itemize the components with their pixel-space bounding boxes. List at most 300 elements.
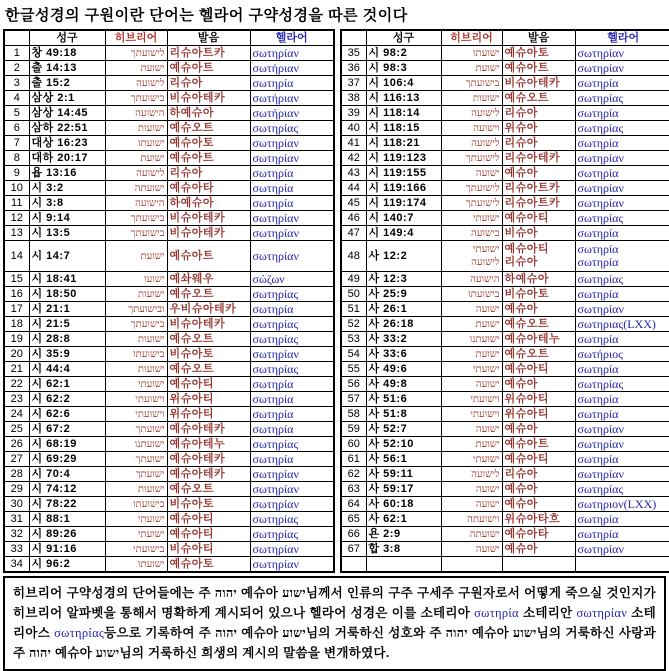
verse-cell: 시 3:2 xyxy=(29,181,105,196)
row-number-cell: 55 xyxy=(341,362,366,377)
table-row xyxy=(4,181,334,196)
pronunciation-cell: 하예슈아 xyxy=(167,106,250,121)
row-number-cell: 9 xyxy=(4,166,29,181)
hebrew-cell: ישועה xyxy=(441,542,502,557)
table-row xyxy=(4,482,334,497)
table-row xyxy=(4,347,334,362)
pronunciation-cell: 예슈아트 xyxy=(167,61,250,76)
verse-cell: 시 3:8 xyxy=(29,196,105,211)
hebrew-cell: ישועה xyxy=(441,166,502,181)
table-row xyxy=(341,347,669,362)
row-number-cell: 24 xyxy=(4,407,29,422)
hebrew-cell: בישועתו xyxy=(105,347,167,362)
verse-cell: 시 21:1 xyxy=(29,302,105,317)
hebrew-cell: בישועתך xyxy=(105,211,167,226)
greek-cell: σωτηρίαν xyxy=(250,467,334,482)
table-row xyxy=(4,512,334,527)
pronunciation-cell: 예슈오트 xyxy=(167,121,250,136)
salvation-table-left xyxy=(3,29,335,573)
pronunciation-cell: 예슈아트 xyxy=(502,61,575,76)
verse-cell: 시 14:7 xyxy=(29,241,105,272)
greek-cell xyxy=(575,557,669,573)
greek-cell: σωτηρία xyxy=(575,512,669,527)
hebrew-cell: ישועתו xyxy=(441,46,502,61)
hebrew-cell: ישועה xyxy=(441,497,502,512)
table-row xyxy=(341,557,669,573)
pronunciation-cell: 예슈아타 xyxy=(167,181,250,196)
greek-cell: σωτηρίας xyxy=(250,437,334,452)
verse-cell: 시 74:12 xyxy=(29,482,105,497)
pronunciation-cell: 예슈아테카 xyxy=(167,452,250,467)
row-number-cell: 26 xyxy=(4,437,29,452)
verse-cell: 시 118:15 xyxy=(366,121,441,136)
greek-cell: σωτηρία xyxy=(575,392,669,407)
korean-text: 님의 거룩하신 성호와 주 xyxy=(306,626,446,640)
row-number-cell: 14 xyxy=(4,241,29,272)
greek-cell: σωτηρία xyxy=(575,106,669,121)
greek-word: σωτηρία xyxy=(474,606,519,620)
salvation-table-right xyxy=(340,29,669,573)
verse-cell: 삼상 14:45 xyxy=(29,106,105,121)
row-number-cell: 33 xyxy=(4,542,29,557)
row-number-cell: 18 xyxy=(4,317,29,332)
table-row xyxy=(341,136,669,151)
greek-cell: σωτηρίαν xyxy=(250,46,334,61)
korean-text: 예슈아 xyxy=(467,626,513,640)
table-row xyxy=(341,91,669,106)
verse-cell: 삼하 22:51 xyxy=(29,121,105,136)
pronunciation-cell: 예슈아테카 xyxy=(167,467,250,482)
greek-word: σωτηρίας xyxy=(54,626,105,640)
table-row xyxy=(4,287,334,302)
hebrew-cell: וישועה xyxy=(441,121,502,136)
verse-cell: 시 119:123 xyxy=(366,151,441,166)
korean-text: 등으로 기록하여 주 xyxy=(104,626,216,640)
verse-cell: 사 51:8 xyxy=(366,407,441,422)
verse-cell: 시 9:14 xyxy=(29,211,105,226)
table-row xyxy=(4,542,334,557)
pronunciation-cell: 예슈아테카 xyxy=(167,422,250,437)
greek-cell: σωτηρίας xyxy=(250,287,334,302)
verse-cell: 시 28:8 xyxy=(29,332,105,347)
pronunciation-cell: 비슈아토 xyxy=(167,347,250,362)
hebrew-cell: ישועתי לישועה xyxy=(441,241,502,272)
greek-cell: σωτηρία xyxy=(575,527,669,542)
pronunciation-cell: 위슈아티 xyxy=(502,392,575,407)
table-row xyxy=(341,407,669,422)
greek-cell: σωτηρίαν xyxy=(575,181,669,196)
row-number-cell: 4 xyxy=(4,91,29,106)
row-number-cell: 64 xyxy=(341,497,366,512)
pronunciation-cell: 위슈아타흐 xyxy=(502,512,575,527)
row-number-cell: 59 xyxy=(341,422,366,437)
table-row xyxy=(341,542,669,557)
row-number-cell: 30 xyxy=(4,497,29,512)
row-number-cell: 44 xyxy=(341,181,366,196)
verse-cell: 시 70:4 xyxy=(29,467,105,482)
greek-cell: σωτηρία xyxy=(575,136,669,151)
hebrew-cell: וישועתי xyxy=(441,392,502,407)
korean-text: 예슈아 xyxy=(51,646,96,660)
hebrew-cell: בישועתך xyxy=(105,317,167,332)
table-row xyxy=(4,467,334,482)
table-row xyxy=(4,106,334,121)
row-number-cell: 28 xyxy=(4,467,29,482)
hebrew-cell: ישועתו xyxy=(105,136,167,151)
verse-cell: 시 62:6 xyxy=(29,407,105,422)
hebrew-cell: ובישועתך xyxy=(105,302,167,317)
hebrew-cell: ישועת xyxy=(105,61,167,76)
row-number-cell: 54 xyxy=(341,347,366,362)
korean-text: 님의 거룩하신 희생의 계시의 말씀을 변개하였다. xyxy=(119,646,390,660)
greek-cell: σωτηρίαν xyxy=(250,557,334,573)
pronunciation-cell: 예슈오트 xyxy=(502,347,575,362)
greek-cell: σωτηρία xyxy=(250,181,334,196)
pronunciation-cell: 예슈아 xyxy=(502,422,575,437)
row-number-cell: 41 xyxy=(341,136,366,151)
verse-cell: 시 118:14 xyxy=(366,106,441,121)
greek-cell: σωτηρία xyxy=(250,452,334,467)
col-header-verse: 성구 xyxy=(29,30,105,46)
verse-cell: 시 69:29 xyxy=(29,452,105,467)
greek-cell: σωτηρίαν xyxy=(575,61,669,76)
greek-cell: σωτηρίας xyxy=(250,527,334,542)
hebrew-cell: בישועתו xyxy=(441,287,502,302)
table-row xyxy=(341,437,669,452)
greek-cell: σωτηρία xyxy=(575,407,669,422)
row-number-cell: 34 xyxy=(4,557,29,573)
verse-cell: 시 116:13 xyxy=(366,91,441,106)
table-row xyxy=(4,151,334,166)
table-row xyxy=(341,422,669,437)
hebrew-cell: ישועתי xyxy=(105,377,167,392)
hebrew-cell: ישועו xyxy=(105,272,167,287)
pronunciation-cell: 예슈아 xyxy=(502,542,575,557)
hebrew-cell: ישועתו xyxy=(105,557,167,573)
table-row xyxy=(341,392,669,407)
greek-cell: σωτηρίας xyxy=(575,211,669,226)
pronunciation-cell: 비슈아테카 xyxy=(167,317,250,332)
col-header-hebrew: 히브리어 xyxy=(105,30,167,46)
hebrew-cell: בישועה xyxy=(441,226,502,241)
hebrew-cell: לישועתך xyxy=(441,151,502,166)
verse-cell: 욥 13:16 xyxy=(29,166,105,181)
verse-cell: 욘 2:9 xyxy=(366,527,441,542)
table-row xyxy=(4,166,334,181)
greek-cell: σωτηρίαν xyxy=(250,542,334,557)
pronunciation-cell: 리슈아 xyxy=(167,76,250,91)
verse-cell: 사 51:6 xyxy=(366,392,441,407)
greek-cell: σωτηρίαν xyxy=(250,482,334,497)
greek-cell: σωτηρίαν xyxy=(250,151,334,166)
verse-cell: 사 49:8 xyxy=(366,377,441,392)
header-row xyxy=(4,30,334,46)
korean-text: 님의 거룩하신 사랑과 주 xyxy=(13,626,656,660)
table-row xyxy=(4,422,334,437)
pronunciation-cell: 예슈아토 xyxy=(167,136,250,151)
verse-cell: 삼상 2:1 xyxy=(29,91,105,106)
table-row xyxy=(341,61,669,76)
hebrew-cell: ישועתי xyxy=(441,362,502,377)
row-number-cell: 66 xyxy=(341,527,366,542)
greek-cell: σωτήριαν xyxy=(250,61,334,76)
pronunciation-cell: 리슈아 xyxy=(502,467,575,482)
col-header-hebrew: 히브리어 xyxy=(441,30,502,46)
greek-cell: σωτηρίαν xyxy=(575,46,669,61)
row-number-cell: 10 xyxy=(4,181,29,196)
pronunciation-cell: 예슈아트 xyxy=(167,241,250,272)
hebrew-cell: ישועתנו xyxy=(441,332,502,347)
verse-cell: 시 35:9 xyxy=(29,347,105,362)
verse-cell: 시 44:4 xyxy=(29,362,105,377)
greek-cell: σωτηριας(LXX) xyxy=(575,317,669,332)
verse-cell: 창 49:18 xyxy=(29,46,105,61)
row-number-cell: 61 xyxy=(341,452,366,467)
table-row xyxy=(4,226,334,241)
pronunciation-cell: 예슈오트 xyxy=(502,317,575,332)
greek-cell: σωτηρία xyxy=(575,76,669,91)
table-row xyxy=(4,497,334,512)
hebrew-cell: לישועה xyxy=(441,136,502,151)
table-row xyxy=(341,377,669,392)
pronunciation-cell: 비슈아토 xyxy=(167,497,250,512)
greek-cell: σωτηρίας xyxy=(575,121,669,136)
hebrew-cell: ישועתי xyxy=(105,527,167,542)
verse-cell: 사 60:18 xyxy=(366,497,441,512)
hebrew-cell: ישועות xyxy=(105,482,167,497)
hebrew-cell: בישועתי xyxy=(105,542,167,557)
verse-cell: 시 149:4 xyxy=(366,226,441,241)
row-number-cell: 49 xyxy=(341,272,366,287)
table-row xyxy=(341,166,669,181)
table-row xyxy=(341,226,669,241)
pronunciation-cell: 비슈아테카 xyxy=(167,211,250,226)
row-number-cell: 13 xyxy=(4,226,29,241)
row-number-cell: 2 xyxy=(4,61,29,76)
korean-text: 예슈아 xyxy=(236,586,283,600)
verse-cell: 사 12:2 xyxy=(366,241,441,272)
korean-text: 님께서 인류의 구주 구세주 구원자로서 어떻게 죽으실 것인지가 히브리어 알파벳을 통해서 명확하게 계시되어 있으나 헬라어 성경은 이를 소테리아 xyxy=(13,586,657,620)
row-number-cell: 5 xyxy=(4,106,29,121)
hebrew-cell: לישועתך xyxy=(441,196,502,211)
row-number-cell: 39 xyxy=(341,106,366,121)
row-number-cell: 20 xyxy=(4,347,29,362)
row-number-cell: 36 xyxy=(341,61,366,76)
pronunciation-cell: 예슈오트 xyxy=(167,287,250,302)
hebrew-cell: ישועה xyxy=(441,302,502,317)
hebrew-cell: ישועה xyxy=(441,482,502,497)
pronunciation-cell: 우비슈아테카 xyxy=(167,302,250,317)
greek-cell: σωτηρία xyxy=(250,407,334,422)
pronunciation-cell: 예슈아티 xyxy=(502,452,575,467)
greek-cell: σωτηρίαν xyxy=(250,211,334,226)
hebrew-cell: ישועתי xyxy=(441,452,502,467)
table-row xyxy=(341,106,669,121)
row-number-cell: 42 xyxy=(341,151,366,166)
table-row xyxy=(4,272,334,287)
table-body-left xyxy=(4,46,334,573)
greek-cell: σωτηρίας xyxy=(575,482,669,497)
table-row xyxy=(4,452,334,467)
row-number-cell: 56 xyxy=(341,377,366,392)
pronunciation-cell: 리슈아테카 xyxy=(502,151,575,166)
table-row xyxy=(4,362,334,377)
verse-cell: 시 96:2 xyxy=(29,557,105,573)
verse-cell: 시 119:155 xyxy=(366,166,441,181)
row-number-cell: 45 xyxy=(341,196,366,211)
verse-cell: 사 49:6 xyxy=(366,362,441,377)
pronunciation-cell: 위슈아티 xyxy=(167,392,250,407)
verse-cell: 시 106:4 xyxy=(366,76,441,91)
hebrew-word: יהוה xyxy=(445,626,468,640)
greek-cell: σωτηρία xyxy=(250,377,334,392)
col-header-greek: 헬라어 xyxy=(575,30,669,46)
pronunciation-cell: 리슈아 xyxy=(167,166,250,181)
row-number-cell: 11 xyxy=(4,196,29,211)
hebrew-cell: ישועתך xyxy=(105,422,167,437)
pronunciation-cell: 예슈오트 xyxy=(167,362,250,377)
greek-cell: σωτηρία xyxy=(250,392,334,407)
greek-cell: σωτήριος xyxy=(575,347,669,362)
pronunciation-cell: 비슈아테카 xyxy=(167,91,250,106)
row-number-cell: 6 xyxy=(4,121,29,136)
pronunciation-cell: 비슈아토 xyxy=(502,287,575,302)
greek-cell: σωτηρίαν xyxy=(250,136,334,151)
table-row xyxy=(341,151,669,166)
verse-cell: 사 33:6 xyxy=(366,347,441,362)
table-row xyxy=(4,61,334,76)
greek-cell: σωτηρίας xyxy=(575,91,669,106)
pronunciation-cell: 예슈아티 xyxy=(502,362,575,377)
col-header-num xyxy=(341,30,366,46)
hebrew-cell: וישועתי xyxy=(105,392,167,407)
row-number-cell: 47 xyxy=(341,226,366,241)
pronunciation-cell: 예슈오트 xyxy=(502,91,575,106)
row-number-cell: 31 xyxy=(4,512,29,527)
col-header-pronunciation: 발음 xyxy=(502,30,575,46)
footer-paragraph xyxy=(3,576,666,671)
pronunciation-cell xyxy=(502,557,575,573)
pronunciation-cell: 예슈아 xyxy=(502,166,575,181)
hebrew-cell: ישועתה xyxy=(105,181,167,196)
pronunciation-cell: 리슈아트카 xyxy=(167,46,250,61)
row-number-cell: 40 xyxy=(341,121,366,136)
row-number-cell: 7 xyxy=(4,136,29,151)
hebrew-word: ישוע xyxy=(513,626,537,640)
greek-cell: σωτηρία xyxy=(250,166,334,181)
row-number-cell: 22 xyxy=(4,377,29,392)
pronunciation-cell: 예슈아티 xyxy=(167,377,250,392)
hebrew-cell: הישועה xyxy=(105,196,167,211)
table-row xyxy=(4,527,334,542)
pronunciation-cell: 예슈아토 xyxy=(167,557,250,573)
pronunciation-cell: 예슈아테누 xyxy=(502,332,575,347)
greek-cell: σωτηρία xyxy=(575,452,669,467)
greek-cell: σωτηρίας xyxy=(575,377,669,392)
hebrew-cell: ישועה xyxy=(441,377,502,392)
row-number-cell: 19 xyxy=(4,332,29,347)
table-row xyxy=(4,121,334,136)
hebrew-cell: ישועתי xyxy=(105,512,167,527)
greek-cell: σωτηρίας xyxy=(250,362,334,377)
verse-cell: 시 21:5 xyxy=(29,317,105,332)
table-row xyxy=(341,211,669,226)
row-number-cell: 32 xyxy=(4,527,29,542)
row-number-cell: 63 xyxy=(341,482,366,497)
hebrew-cell: ישועות xyxy=(441,91,502,106)
table-row xyxy=(341,317,669,332)
greek-cell: σωτηρίας xyxy=(250,512,334,527)
verse-cell: 사 12:3 xyxy=(366,272,441,287)
row-number-cell: 43 xyxy=(341,166,366,181)
pronunciation-cell: 예슈아 xyxy=(502,302,575,317)
hebrew-cell: ישועת xyxy=(105,151,167,166)
pronunciation-cell: 예슈아티 xyxy=(502,211,575,226)
row-number-cell: 21 xyxy=(4,362,29,377)
verse-cell: 대하 20:17 xyxy=(29,151,105,166)
table-row xyxy=(341,497,669,512)
pronunciation-cell: 예슈아티 xyxy=(167,527,250,542)
table-row xyxy=(4,196,334,211)
pronunciation-cell: 예슈아 xyxy=(502,497,575,512)
row-number-cell: 67 xyxy=(341,542,366,557)
hebrew-cell: לישועתך xyxy=(105,46,167,61)
hebrew-cell: הישועה xyxy=(441,272,502,287)
verse-cell: 사 59:17 xyxy=(366,482,441,497)
table-row xyxy=(4,211,334,226)
pronunciation-cell: 위슈아티 xyxy=(502,407,575,422)
greek-cell: σωτηρία xyxy=(575,332,669,347)
pronunciation-cell: 비슈아테카 xyxy=(502,76,575,91)
hebrew-cell: ישועתי xyxy=(441,211,502,226)
pronunciation-cell: 비슈아 xyxy=(502,226,575,241)
pronunciation-cell: 예슈아티 xyxy=(167,512,250,527)
greek-cell: σωτηρίαν xyxy=(575,542,669,557)
row-number-cell: 1 xyxy=(4,46,29,61)
row-number-cell: 17 xyxy=(4,302,29,317)
hebrew-word: יהוה xyxy=(215,626,238,640)
row-number-cell: 51 xyxy=(341,302,366,317)
hebrew-cell: ישועות xyxy=(105,121,167,136)
table-row xyxy=(4,91,334,106)
row-number-cell: 62 xyxy=(341,467,366,482)
verse-cell: 사 25:9 xyxy=(366,287,441,302)
verse-cell: 시 118:21 xyxy=(366,136,441,151)
greek-cell: σωτηρία xyxy=(575,226,669,241)
greek-cell: σωτηρία xyxy=(250,302,334,317)
hebrew-word: ישוע xyxy=(282,626,307,640)
page-title: 한글성경의 구원이란 단어는 헬라어 구약성경을 따른 것이다 xyxy=(5,7,408,24)
greek-word: σωτηρίαν xyxy=(576,606,628,620)
pronunciation-cell: 예슈아테누 xyxy=(167,437,250,452)
verse-cell: 사 62:1 xyxy=(366,512,441,527)
greek-cell: σωτήριαν xyxy=(250,91,334,106)
verse-cell: 사 52:7 xyxy=(366,422,441,437)
hebrew-cell: ישועות xyxy=(105,362,167,377)
pronunciation-cell: 예슈아토 xyxy=(502,46,575,61)
verse-cell: 사 26:18 xyxy=(366,317,441,332)
verse-cell: 출 15:2 xyxy=(29,76,105,91)
pronunciation-cell: 예슈아트 xyxy=(502,437,575,452)
greek-cell: σωτηρία xyxy=(250,196,334,211)
table-row xyxy=(4,332,334,347)
row-number-cell: 23 xyxy=(4,392,29,407)
hebrew-cell: ישועת xyxy=(441,437,502,452)
pronunciation-cell: 예솨웨우 xyxy=(167,272,250,287)
hebrew-cell: ישועות xyxy=(105,332,167,347)
table-row xyxy=(4,241,334,272)
table-row xyxy=(341,46,669,61)
